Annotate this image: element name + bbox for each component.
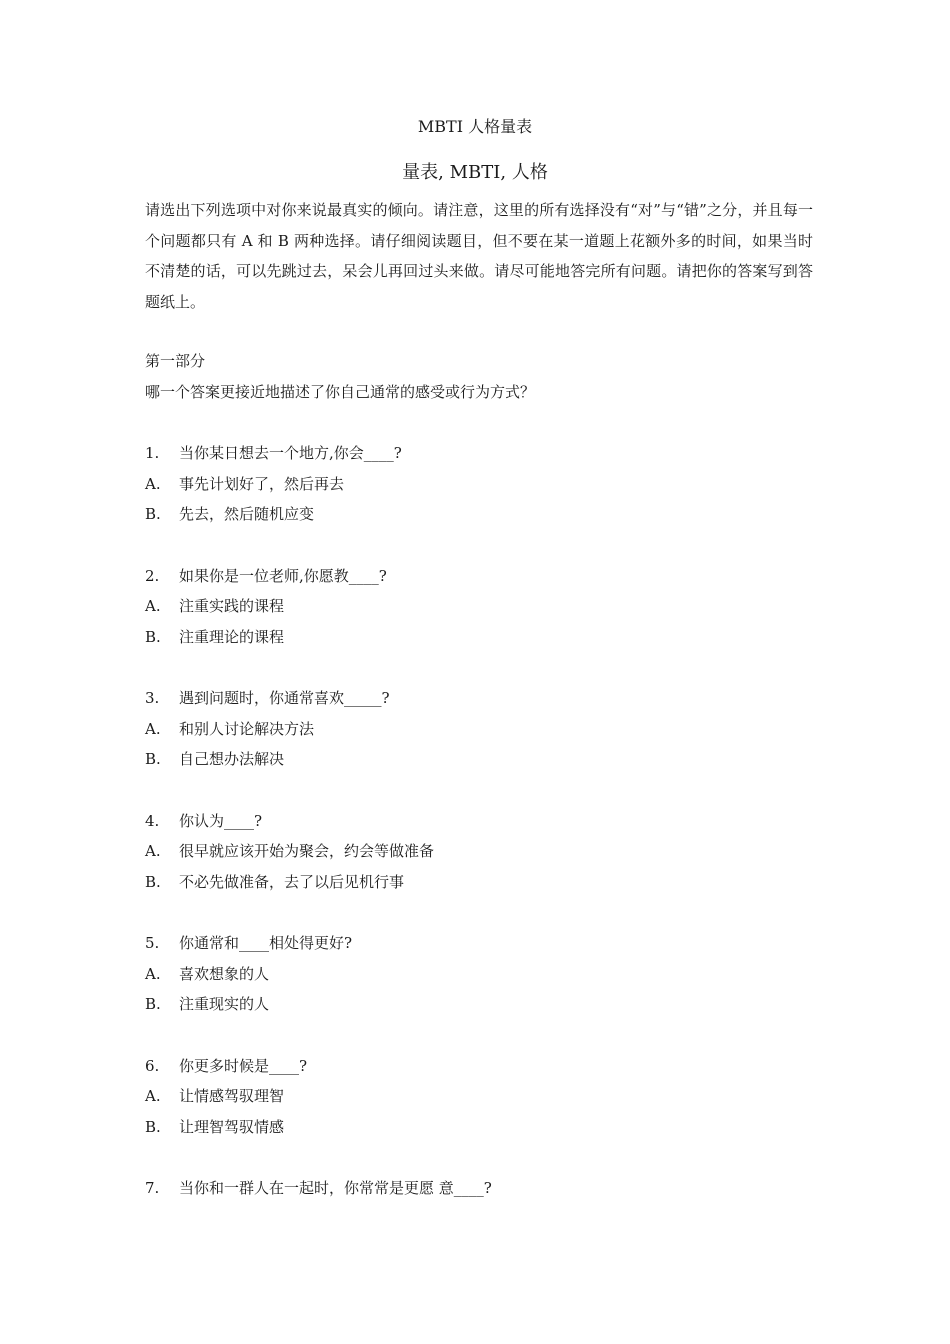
option-text: 注重实践的课程 <box>179 597 285 615</box>
option-letter: B. <box>145 505 161 523</box>
option-letter: A. <box>145 597 161 615</box>
question-7 <box>145 1177 492 1199</box>
option-letter: B. <box>145 628 161 646</box>
question-4-option-a <box>145 840 434 862</box>
question-5-option-b <box>145 993 269 1015</box>
question-6-option-b <box>145 1116 284 1138</box>
question-5-option-a <box>145 963 269 985</box>
option-letter: B. <box>145 1118 161 1136</box>
section-heading: 第一部分 <box>145 352 206 370</box>
question-text: 如果你是一位老师,你愿教____? <box>179 567 387 585</box>
question-3-option-a <box>145 718 314 740</box>
question-3 <box>145 687 390 709</box>
document-title: MBTI 人格量表 <box>417 117 533 136</box>
question-2-option-b <box>145 626 284 648</box>
question-2-option-a <box>145 595 284 617</box>
option-text: 让情感驾驭理智 <box>179 1087 285 1105</box>
option-text: 先去，然后随机应变 <box>179 505 315 523</box>
question-text: 你更多时候是____? <box>179 1057 308 1075</box>
question-number: 1. <box>145 444 160 462</box>
option-text: 不必先做准备，去了以后见机行事 <box>179 873 405 891</box>
question-text: 你通常和____相处得更好? <box>179 934 353 952</box>
section-instruction: 哪一个答案更接近地描述了你自己通常的感受或行为方式？ <box>145 383 536 401</box>
option-text: 和别人讨论解决方法 <box>179 720 315 738</box>
option-letter: B. <box>145 995 161 1013</box>
question-number: 6. <box>145 1057 160 1075</box>
question-1-option-a <box>145 473 344 495</box>
question-number: 4. <box>145 812 160 830</box>
option-letter: A. <box>145 842 161 860</box>
question-3-option-b <box>145 748 284 770</box>
question-6 <box>145 1055 307 1077</box>
option-text: 事先计划好了，然后再去 <box>179 475 345 493</box>
document-subtitle: 量表, MBTI, 人格 <box>402 162 548 183</box>
question-text: 当你某日想去一个地方,你会____? <box>179 444 402 462</box>
option-text: 很早就应该开始为聚会，约会等做准备 <box>179 842 435 860</box>
question-number: 5. <box>145 934 160 952</box>
option-text: 让理智驾驭情感 <box>179 1118 285 1136</box>
option-letter: A. <box>145 965 161 983</box>
question-2 <box>145 565 387 587</box>
question-text: 你认为____? <box>179 812 263 830</box>
option-letter: A. <box>145 475 161 493</box>
option-text: 注重理论的课程 <box>179 628 285 646</box>
option-letter: A. <box>145 720 161 738</box>
question-4 <box>145 810 262 832</box>
option-letter: B. <box>145 873 161 891</box>
option-letter: B. <box>145 750 161 768</box>
question-4-option-b <box>145 871 404 893</box>
option-text: 喜欢想象的人 <box>179 965 270 983</box>
question-1-option-b <box>145 503 314 525</box>
question-number: 2. <box>145 567 160 585</box>
intro-paragraph: 请选出下列选项中对你来说最真实的倾向。请注意，这里的所有选择没有“对”与“错”之分，并且每一个问题都只有 A 和 B 两种选择。请仔细阅读题目，但不要在某一道题上花额外多的时间，如果当时不清楚的话，可以先跳过去，呆会儿再回过头来做。请尽可能地答完所有问题。请把你的答案写到答题纸上。 <box>145 201 813 311</box>
question-5 <box>145 932 352 954</box>
question-6-option-a <box>145 1085 284 1107</box>
question-text: 当你和一群人在一起时，你常常是更愿 意____? <box>179 1179 492 1197</box>
option-text: 自己想办法解决 <box>179 750 285 768</box>
option-text: 注重现实的人 <box>179 995 270 1013</box>
question-number: 3. <box>145 689 160 707</box>
question-1 <box>145 442 402 464</box>
option-letter: A. <box>145 1087 161 1105</box>
question-text: 遇到问题时，你通常喜欢_____? <box>179 689 390 707</box>
question-number: 7. <box>145 1179 160 1197</box>
